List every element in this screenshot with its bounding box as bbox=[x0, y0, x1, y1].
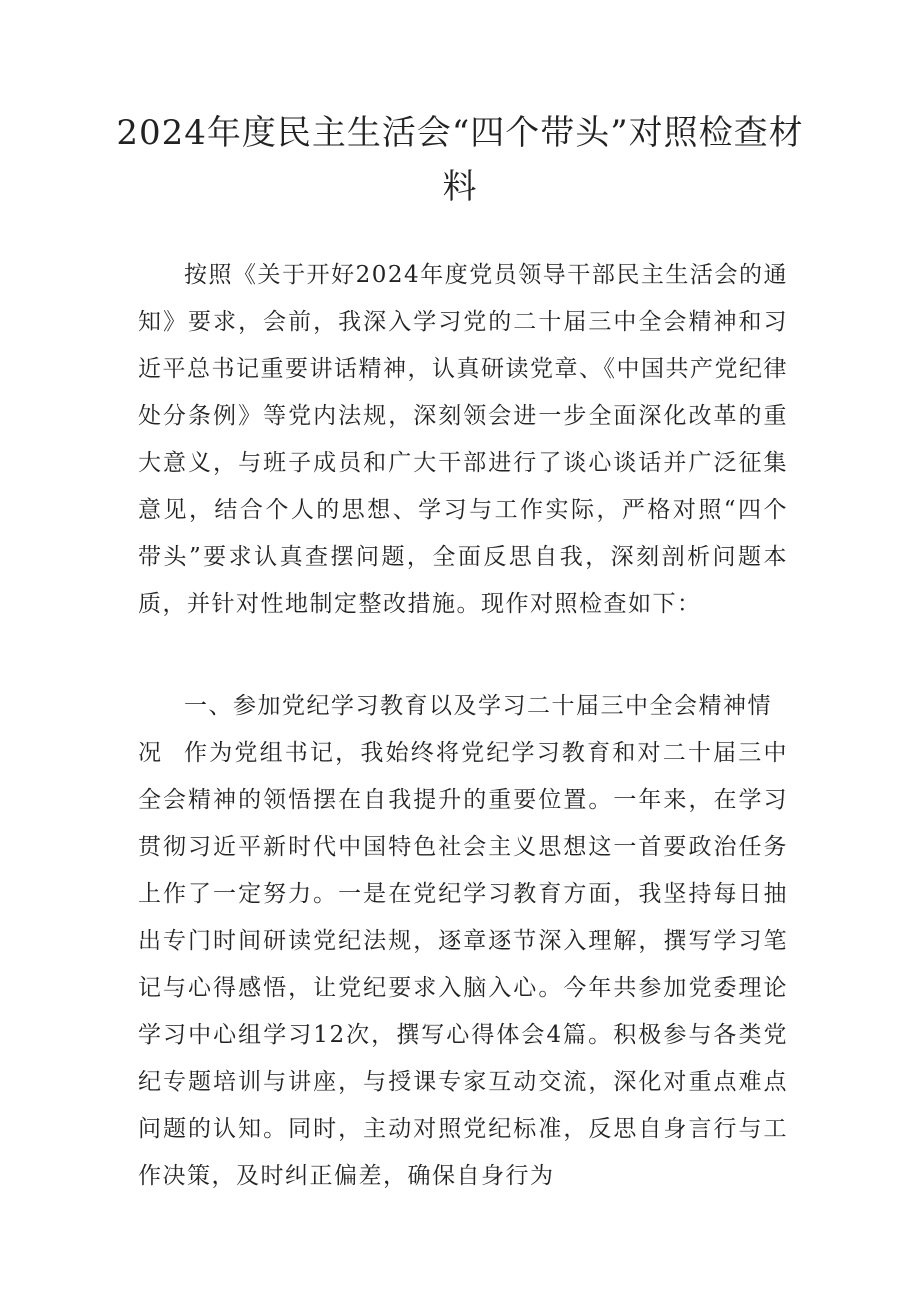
section-paragraph: 作为党组书记，我始终将党纪学习教育和对二十届三中全会精神的领悟摆在自我提升的重要位置。一年来，在学习贯彻习近平新时代中国特色社会主义思想这一首要政治任务上作了一定努力。一是在党纪学习教育方面，我坚持每日抽出专门时间研读党纪法规，逐章逐节深入理解，撰写学习笔记与心得感悟，让党纪要求入脑入心。今年共参加党委理论学习中心组学习12次，撰写心得体会4篇。积极参与各类党纪专题培训与讲座，与授课专家互动交流，深化对重点难点问题的认知。同时，主动对照党纪标准，反思自身言行与工作决策，及时纠正偏差，确保自身行为 bbox=[138, 740, 788, 1189]
section-heading: 一、参加党纪学习教育以及学习二十届三中全会精神情况 bbox=[138, 693, 772, 766]
intro-paragraph: 按照《关于开好2024年度党员领导干部民主生活会的通知》要求，会前，我深入学习党的二十届三中全会精神和习近平总书记重要讲话精神，认真研读党章、《中国共产党纪律处分条例》等党内法规，深刻领会进一步全面深化改革的重大意义，与班子成员和广大干部进行了谈心谈话并广泛征集意见，结合个人的思想、学习与工作实际，严格对照“四个带头”要求认真查摆问题，全面反思自我，深刻剖析问题本质，并针对性地制定整改措施。现作对照检查如下： bbox=[138, 262, 788, 617]
document-title: 2024年度民主生活会“四个带头”对照检查材料 bbox=[116, 113, 804, 207]
